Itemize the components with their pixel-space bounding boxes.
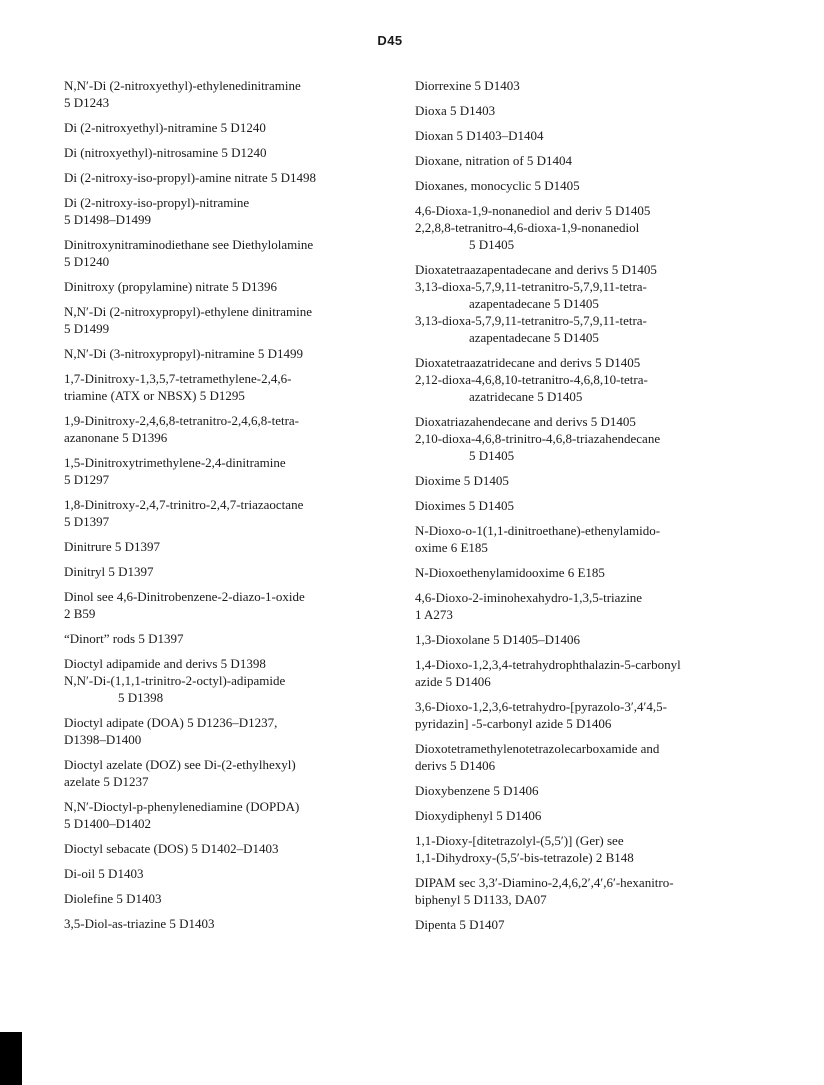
index-entry [64,236,364,270]
index-entry [64,169,364,186]
index-entry [415,631,745,648]
index-entry-term: Dinitrure 5 D1397 [64,539,161,554]
index-entry-term: Dioxime 5 D1405 [415,473,509,488]
index-subentry: azapentadecane 5 D1405 [469,330,599,345]
index-entry-term: Dioxatetraazapentadecane and derivs 5 D1405 [415,262,657,277]
index-entry [415,497,745,514]
index-entry [415,832,745,866]
index-entry-reference: 5 D1297 [64,472,110,487]
index-entry-term: “Dinort” rods 5 D1397 [64,631,184,646]
index-entry-term: 1,4-Dioxo-1,2,3,4-tetrahydrophthalazin-5-carbonyl [415,657,681,672]
index-entry [415,127,745,144]
index-entry [415,564,745,581]
index-entry [64,915,364,932]
index-entry-term: 3,6-Dioxo-1,2,3,6-tetrahydro-[pyrazolo-3′,4′4,5- [415,699,667,714]
index-entry-reference: 5 D1397 [64,514,110,529]
index-entry-reference: 5 D1240 [64,254,110,269]
index-entry-term: Dioxotetramethylenotetrazolecarboxamide and [415,741,660,756]
index-entry [415,522,745,556]
index-entry-term: Dioctyl azelate (DOZ) see Di-(2-ethylhexyl) [64,757,296,772]
index-entry [415,102,745,119]
index-entry-reference: oxime 6 E185 [415,540,488,555]
index-entry-reference: 1 A273 [415,607,453,622]
scan-edge-shadow [0,1032,22,1085]
index-entry [64,714,364,748]
index-entry-term: Di (2-nitroxy-iso-propyl)-amine nitrate 5 D1498 [64,170,316,185]
index-subentry: 3,13-dioxa-5,7,9,11-tetranitro-5,7,9,11-tetra- [415,313,647,328]
index-entry-term: N,N′-Di (3-nitroxypropyl)-nitramine 5 D1499 [64,346,303,361]
index-entry-term: Dioxatetraazatridecane and derivs 5 D1405 [415,355,641,370]
index-entry-term: Di (2-nitroxyethyl)-nitramine 5 D1240 [64,120,266,135]
index-entry [64,865,364,882]
index-entry [64,303,364,337]
index-entry [415,177,745,194]
index-entry-term: Di (2-nitroxy-iso-propyl)-nitramine [64,195,250,210]
index-entry-reference: 5 D1498–D1499 [64,212,152,227]
index-entry-reference: pyridazin] -5-carbonyl azide 5 D1406 [415,716,612,731]
index-entry [64,538,364,555]
index-entry-term: Dioximes 5 D1405 [415,498,514,513]
index-subentry: 2,2,8,8-tetranitro-4,6-dioxa-1,9-nonanediol [415,220,640,235]
index-entry [415,413,745,464]
index-entry [64,496,364,530]
index-entry-term: Dioctyl adipamide and derivs 5 D1398 [64,656,266,671]
index-entry-term: Dioxan 5 D1403–D1404 [415,128,544,143]
index-entry [415,202,745,253]
index-entry [415,472,745,489]
index-entry-term: 1,9-Dinitroxy-2,4,6,8-tetranitro-2,4,6,8-tetra- [64,413,300,428]
index-entry-reference: azelate 5 D1237 [64,774,149,789]
index-column-right [415,77,745,941]
index-entry [415,589,745,623]
index-entry [64,563,364,580]
index-entry-reference: 1,1-Dihydroxy-(5,5′-bis-tetrazole) 2 B148 [415,850,634,865]
index-entry-term: Dipenta 5 D1407 [415,917,505,932]
index-entry-term: 1,5-Dinitroxytrimethylene-2,4-dinitramine [64,455,286,470]
index-entry-term: N,N′-Di (2-nitroxypropyl)-ethylene dinitramine [64,304,312,319]
index-entry [64,77,364,111]
index-entry [415,916,745,933]
index-entry [415,698,745,732]
index-entry [64,588,364,622]
index-entry-term: N,N′-Di (2-nitroxyethyl)-ethylenedinitramine [64,78,301,93]
index-entry-term: Dioxatriazahendecane and derivs 5 D1405 [415,414,636,429]
index-entry [415,354,745,405]
index-entry-term: 1,1-Dioxy-[ditetrazolyl-(5,5′)] (Ger) see [415,833,624,848]
index-entry [415,874,745,908]
index-entry-term: Dioctyl sebacate (DOS) 5 D1402–D1403 [64,841,279,856]
index-entry-term: Dioxa 5 D1403 [415,103,496,118]
index-entry [64,798,364,832]
index-entry [64,630,364,647]
index-entry-reference: azide 5 D1406 [415,674,491,689]
index-entry [64,119,364,136]
index-entry [64,890,364,907]
index-entry-reference: 5 D1499 [64,321,110,336]
index-entry-term: Dinol see 4,6-Dinitrobenzene-2-diazo-1-oxide [64,589,305,604]
index-column-left [64,77,364,940]
index-entry-term: Dioxanes, monocyclic 5 D1405 [415,178,580,193]
index-subentry: 2,12-dioxa-4,6,8,10-tetranitro-4,6,8,10-tetra- [415,372,648,387]
index-entry-term: Di-oil 5 D1403 [64,866,144,881]
index-subentry: 2,10-dioxa-4,6,8-trinitro-4,6,8-triazahendecane [415,431,661,446]
index-entry [64,144,364,161]
index-entry-term: Dioxane, nitration of 5 D1404 [415,153,573,168]
index-entry [64,345,364,362]
index-subentry: 3,13-dioxa-5,7,9,11-tetranitro-5,7,9,11-tetra- [415,279,647,294]
index-entry-term: N-Dioxo-o-1(1,1-dinitroethane)-ethenylamido- [415,523,661,538]
index-entry [64,756,364,790]
index-entry [64,278,364,295]
index-entry-term: Dinitryl 5 D1397 [64,564,154,579]
index-entry [64,412,364,446]
index-entry-term: 4,6-Dioxo-2-iminohexahydro-1,3,5-triazine [415,590,643,605]
index-entry-term: N,N′-Dioctyl-p-phenylenediamine (DOPDA) [64,799,300,814]
index-entry-term: Dinitroxynitraminodiethane see Diethylolamine [64,237,314,252]
index-entry-reference: azanonane 5 D1396 [64,430,168,445]
index-entry-reference: D1398–D1400 [64,732,142,747]
index-entry-reference: derivs 5 D1406 [415,758,496,773]
index-entry-term: Diolefine 5 D1403 [64,891,162,906]
index-entry-reference: 5 D1400–D1402 [64,816,152,831]
index-subentry: 5 D1398 [118,690,164,705]
index-entry [64,194,364,228]
index-entry-reference: 5 D1243 [64,95,110,110]
index-entry-term: 4,6-Dioxa-1,9-nonanediol and deriv 5 D1405 [415,203,651,218]
index-entry-reference: 2 B59 [64,606,96,621]
index-entry [415,740,745,774]
index-entry [415,656,745,690]
index-entry-reference: biphenyl 5 D1133, DA07 [415,892,547,907]
index-entry-term: Dioxybenzene 5 D1406 [415,783,539,798]
index-entry [415,261,745,346]
index-entry-term: 1,3-Dioxolane 5 D1405–D1406 [415,632,581,647]
index-entry-term: Dioxydiphenyl 5 D1406 [415,808,542,823]
index-entry-term: N-Dioxoethenylamidooxime 6 E185 [415,565,605,580]
index-entry [64,840,364,857]
index-entry-term: Di (nitroxyethyl)-nitrosamine 5 D1240 [64,145,267,160]
index-subentry: azapentadecane 5 D1405 [469,296,599,311]
index-entry-term: Dioctyl adipate (DOA) 5 D1236–D1237, [64,715,278,730]
index-entry [415,77,745,94]
index-subentry: N,N′-Di-(1,1,1-trinitro-2-octyl)-adipamide [64,673,286,688]
page-header: D45 [377,33,403,48]
index-entry [415,807,745,824]
index-entry-term: DIPAM sec 3,3′-Diamino-2,4,6,2′,4′,6′-hexanitro- [415,875,674,890]
index-entry-term: 1,7-Dinitroxy-1,3,5,7-tetramethylene-2,4,6- [64,371,292,386]
index-subentry: 5 D1405 [469,237,515,252]
index-entry [64,454,364,488]
index-entry-term: 1,8-Dinitroxy-2,4,7-trinitro-2,4,7-triazaoctane [64,497,304,512]
index-entry-reference: triamine (ATX or NBSX) 5 D1295 [64,388,245,403]
index-subentry: azatridecane 5 D1405 [469,389,583,404]
index-entry [415,782,745,799]
index-entry [64,370,364,404]
index-entry [64,655,364,706]
index-entry [415,152,745,169]
index-entry-term: Diorrexine 5 D1403 [415,78,520,93]
index-entry-term: Dinitroxy (propylamine) nitrate 5 D1396 [64,279,278,294]
index-subentry: 5 D1405 [469,448,515,463]
index-entry-term: 3,5-Diol-as-triazine 5 D1403 [64,916,215,931]
